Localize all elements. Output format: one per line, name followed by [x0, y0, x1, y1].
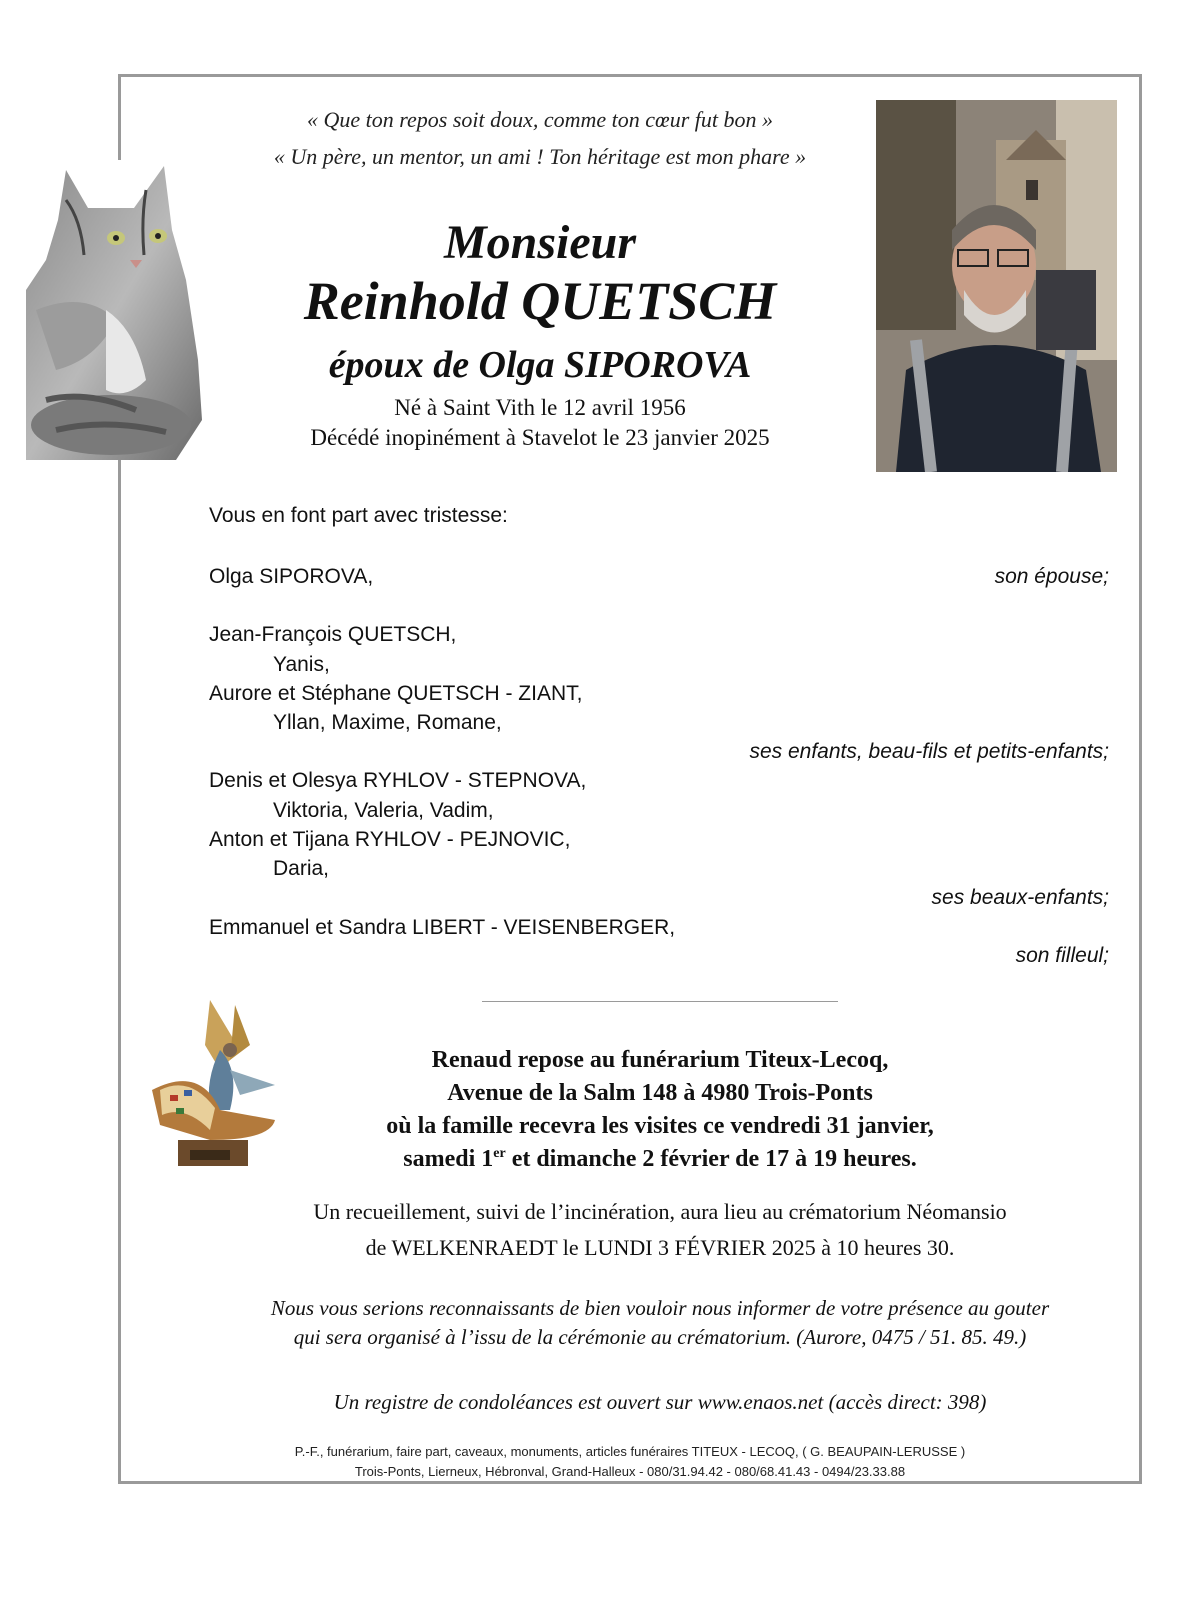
stepchild-2-kids: Daria,: [273, 857, 330, 880]
stepchildren-relation: ses beaux-enfants;: [931, 886, 1109, 909]
cat-photo: [26, 160, 202, 460]
child-2: Aurore et Stéphane QUETSCH - ZIANT,: [209, 682, 583, 705]
announcement: Vous en font part avec tristesse:: [209, 504, 508, 527]
spouse-line: époux de Olga SIPOROVA: [328, 344, 752, 386]
notice-line-1: Nous vous serions reconnaissants de bien vouloir nous informer de votre présence au gouter: [270, 1296, 1050, 1320]
visitation-line-4-a: samedi 1: [403, 1146, 494, 1172]
children-relation: ses enfants, beau-fils et petits-enfants;: [749, 740, 1109, 763]
footer-line-2: Trois-Ponts, Lierneux, Hébronval, Grand-Halleux - 080/31.94.42 - 080/68.41.43 - 0494/23.33.88: [354, 1464, 906, 1479]
cat-illustration: [26, 160, 202, 460]
godson-relation: son filleul;: [1015, 944, 1109, 967]
death-line: Décédé inopinément à Stavelot le 23 janvier 2025: [310, 425, 770, 450]
condolence-register: Un registre de condoléances est ouvert sur www.enaos.net (accès direct: 398): [333, 1390, 987, 1414]
deceased-name: Reinhold QUETSCH: [303, 271, 777, 331]
spouse-relation: son épouse;: [994, 565, 1109, 588]
child-1-kids: Yanis,: [273, 653, 330, 676]
visitation-line-1: Renaud repose au funérarium Titeux-Lecoq,: [431, 1047, 889, 1073]
birth-line: Né à Saint Vith le 12 avril 1956: [394, 395, 686, 420]
visitation-line-2: Avenue de la Salm 148 à 4980 Trois-Ponts: [447, 1080, 873, 1106]
visitation-line-4-sup: er: [493, 1146, 506, 1161]
stepchild-1-kids: Viktoria, Valeria, Vadim,: [273, 799, 494, 822]
visitation-line-4-b: et dimanche 2 février de 17 à 19 heures.: [505, 1146, 917, 1172]
notice-line-2: qui sera organisé à l’issu de la cérémonie au crématorium. (Aurore, 0475 / 51. 85. 49.): [293, 1325, 1027, 1349]
stepchild-2: Anton et Tijana RYHLOV - PEJNOVIC,: [209, 828, 571, 851]
godson: Emmanuel et Sandra LIBERT - VEISENBERGER,: [209, 916, 676, 939]
visitation-line-4: [260, 1146, 1060, 1173]
quote-line-1: « Que ton repos soit doux, comme ton cœur fut bon »: [306, 107, 774, 132]
honorific: Monsieur: [443, 216, 637, 269]
footer-line-1: P.-F., funérarium, faire part, caveaux, monuments, articles funéraires TITEUX - LECOQ, ( G. BEAUPAIN-LERUSSE ): [294, 1444, 966, 1459]
child-1: Jean-François QUETSCH,: [209, 623, 457, 646]
stepchild-1: Denis et Olesya RYHLOV - STEPNOVA,: [209, 769, 587, 792]
visitation-line-3: où la famille recevra les visites ce vendredi 31 janvier,: [386, 1113, 934, 1139]
quote-line-2: « Un père, un mentor, un ami ! Ton héritage est mon phare »: [273, 144, 807, 169]
divider: [482, 1001, 838, 1002]
child-2-kids: Yllan, Maxime, Romane,: [273, 711, 502, 734]
ceremony-line-1: Un recueillement, suivi de l’incinération, aura lieu au crématorium Néomansio: [313, 1199, 1007, 1224]
spouse-name: Olga SIPOROVA,: [209, 565, 374, 588]
ceremony-line-2: de WELKENRAEDT le LUNDI 3 FÉVRIER 2025 à 10 heures 30.: [365, 1235, 955, 1260]
